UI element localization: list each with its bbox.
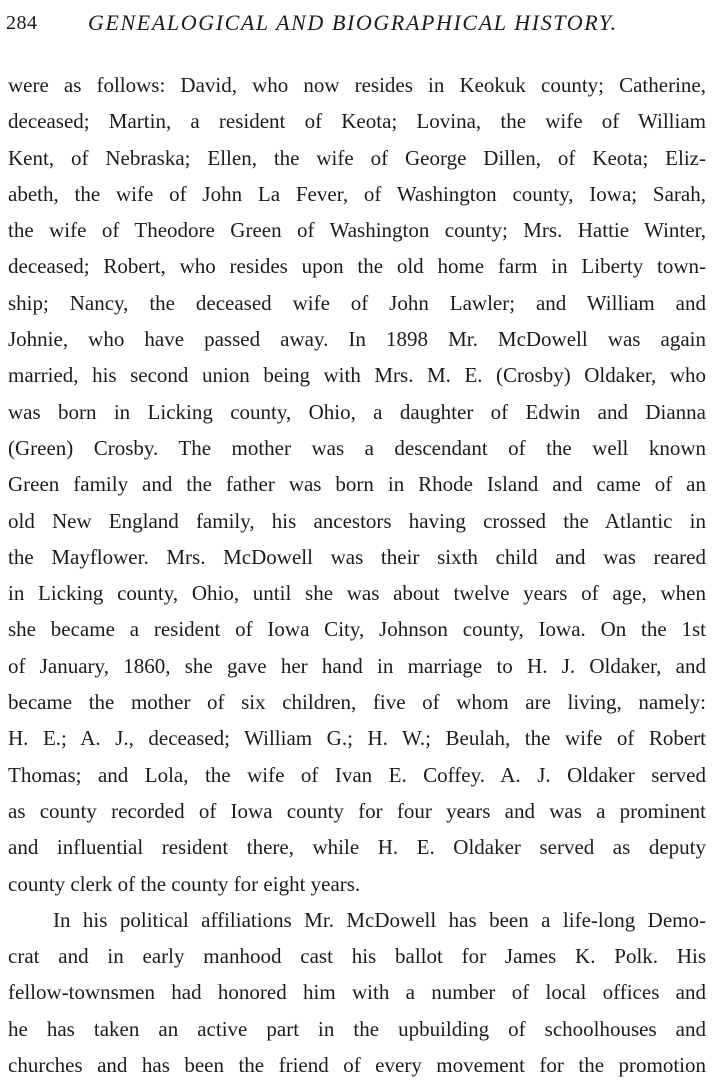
running-head (6, 10, 706, 40)
text-line: the wife of Theodore Green of Washington county; Mrs. Hattie Winter, (8, 218, 706, 243)
text-line: fellow-townsmen had honored him with a number of local offices and (8, 980, 706, 1005)
text-line: in Licking county, Ohio, until she was about twelve years of age, when (8, 581, 706, 606)
text-line: as county recorded of Iowa county for four years and was a prominent (8, 798, 706, 823)
text-line: she became a resident of Iowa City, Johnson county, Iowa. On the 1st (8, 617, 706, 642)
text-line: ship; Nancy, the deceased wife of John Lawler; and William and (8, 290, 706, 315)
text-line: Green family and the father was born in Rhode Island and came of an (8, 472, 706, 497)
text-line: became the mother of six children, five of whom are living, namely: (8, 690, 706, 715)
text-line: of January, 1860, she gave her hand in marriage to H. J. Oldaker, and (8, 653, 706, 678)
text-line: were as follows: David, who now resides in Keokuk county; Catherine, (8, 73, 706, 97)
text-line: abeth, the wife of John La Fever, of Washington county, Iowa; Sarah, (8, 181, 706, 206)
text-line: crat and in early manhood cast his ballot for James K. Polk. His (8, 944, 706, 969)
text-line: Thomas; and Lola, the wife of Ivan E. Coffey. A. J. Oldaker served (8, 762, 706, 787)
text-line: deceased; Martin, a resident of Keota; Lovina, the wife of William (8, 109, 706, 134)
text-line: Kent, of Nebraska; Ellen, the wife of George Dillen, of Keota; Eliz- (8, 145, 706, 170)
running-head-title: GENEALOGICAL AND BIOGRAPHICAL HISTORY. (88, 10, 618, 35)
paragraph-2 (8, 902, 706, 1083)
text-line: county clerk of the county for eight years. (8, 871, 361, 896)
text-line: In his political affiliations Mr. McDowell has been a life-long Demo- (53, 907, 706, 932)
text-line: the Mayflower. Mrs. McDowell was their sixth child and was reared (8, 544, 706, 569)
text-line: married, his second union being with Mrs. M. E. (Crosby) Oldaker, who (8, 363, 706, 388)
text-line: H. E.; A. J., deceased; William G.; H. W.; Beulah, the wife of Robert (8, 726, 706, 751)
page-number: 284 (6, 12, 38, 34)
text-line: churches and has been the friend of every movement for the promotion (8, 1053, 706, 1078)
text-line: was born in Licking county, Ohio, a daughter of Edwin and Dianna (8, 399, 706, 424)
body-text (8, 67, 706, 1083)
text-line: (Green) Crosby. The mother was a descendant of the well known (8, 435, 706, 460)
text-line: Johnie, who have passed away. In 1898 Mr. McDowell was again (8, 327, 706, 352)
paragraph-1 (8, 67, 706, 902)
text-line: he has taken an active part in the upbuilding of schoolhouses and (8, 1016, 706, 1041)
text-line: deceased; Robert, who resides upon the old home farm in Liberty town- (8, 254, 706, 279)
text-line: and influential resident there, while H. E. Oldaker served as deputy (8, 835, 706, 860)
text-line: old New England family, his ancestors having crossed the Atlantic in (8, 508, 706, 533)
